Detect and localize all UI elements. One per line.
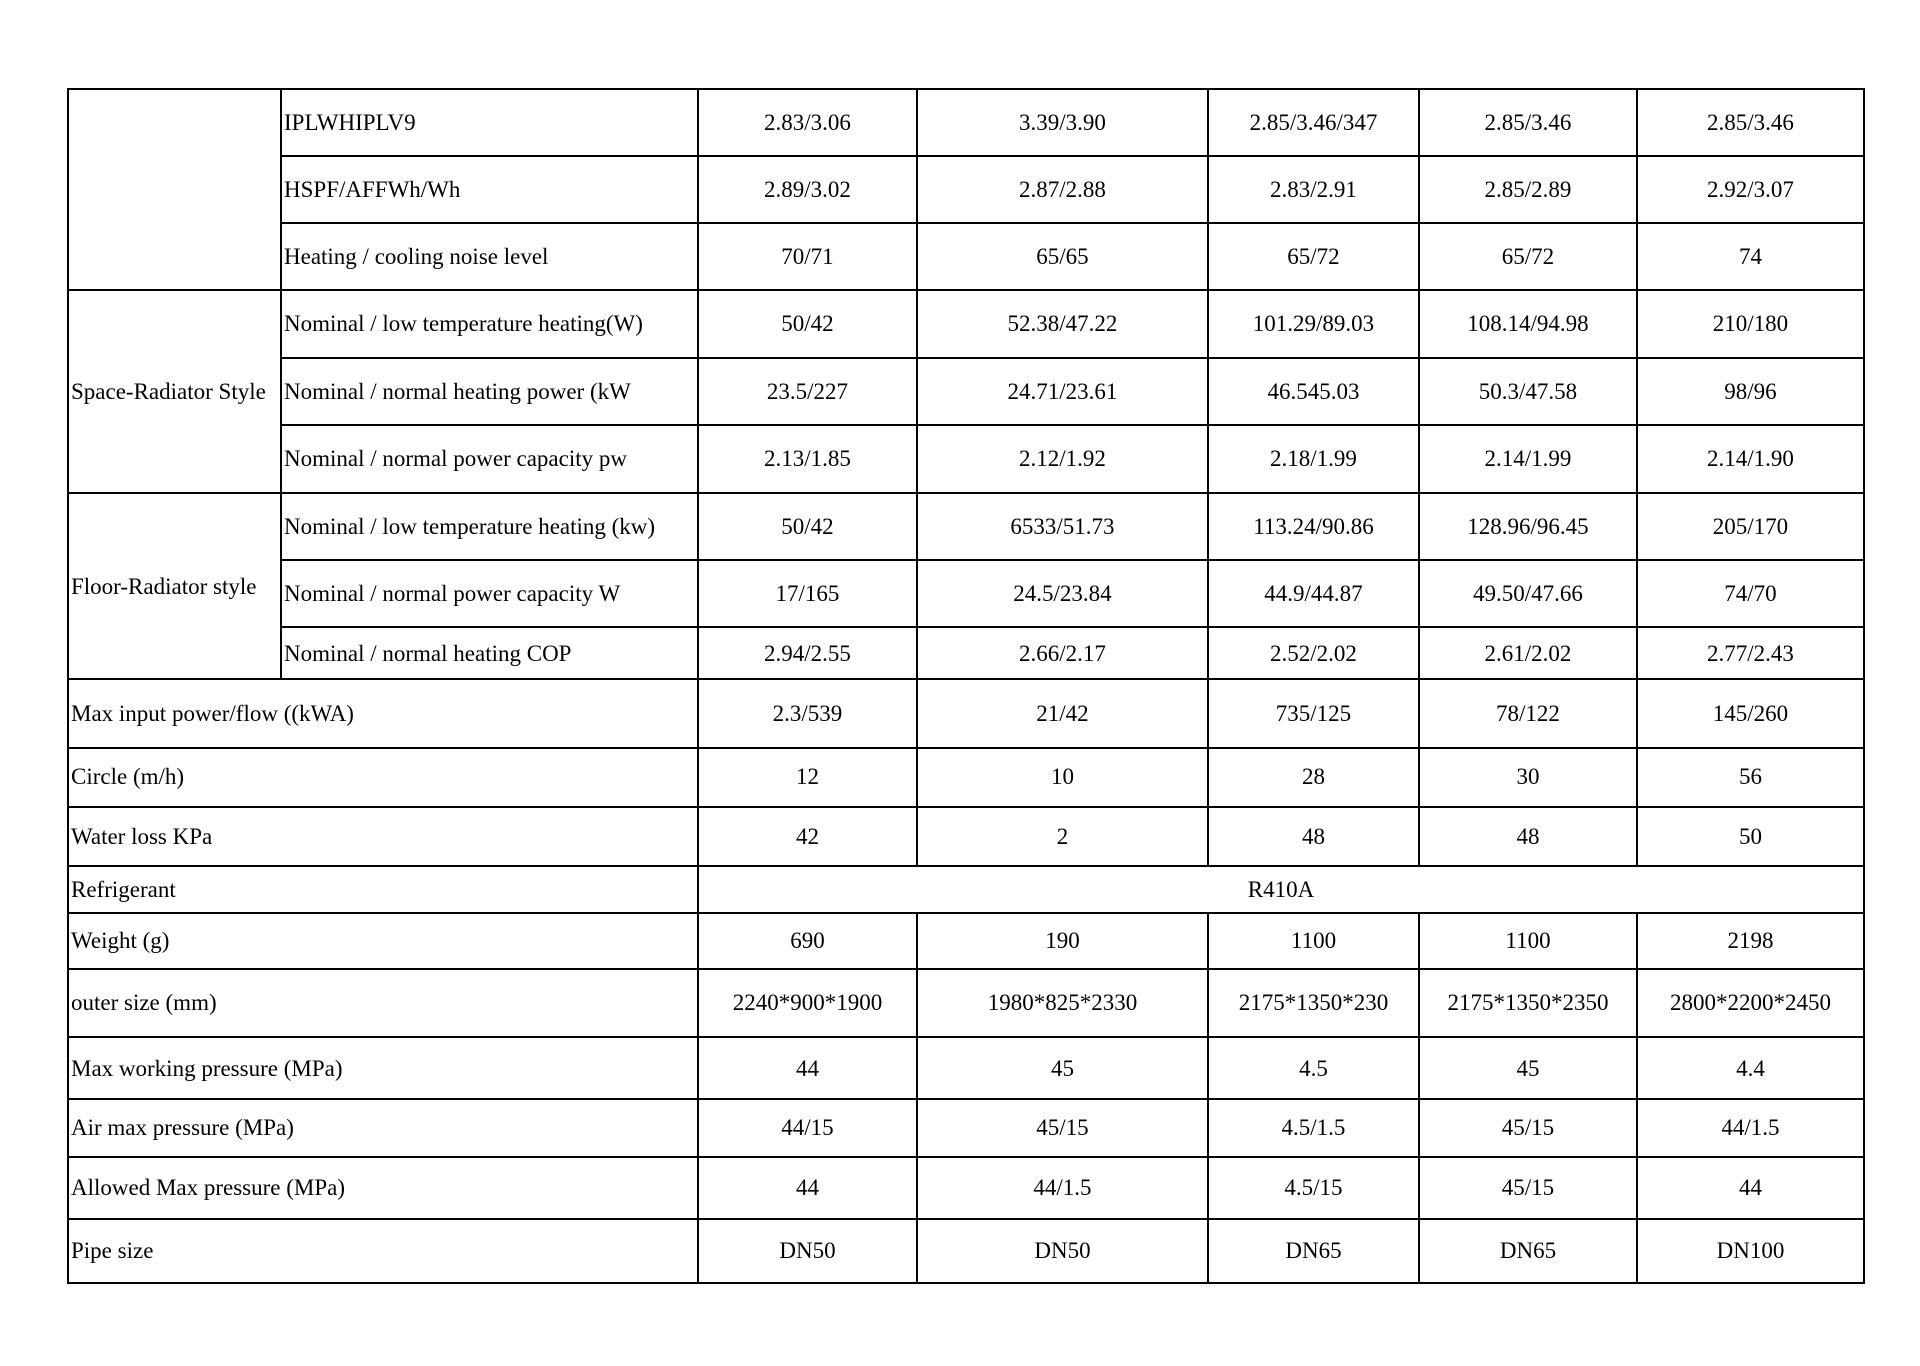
table-cell: 44: [1637, 1157, 1864, 1219]
table-cell: 17/165: [698, 560, 917, 627]
table-row: [68, 493, 1864, 560]
table-cell: 65/72: [1208, 223, 1419, 290]
table-cell: 3.39/3.90: [917, 89, 1208, 156]
table-cell: 108.14/94.98: [1419, 290, 1637, 357]
table-cell: 210/180: [1637, 290, 1864, 357]
table-cell: 2.3/539: [698, 679, 917, 747]
table-cell: 2.85/3.46: [1419, 89, 1637, 156]
table-row: [68, 560, 1864, 627]
table-cell: DN100: [1637, 1219, 1864, 1283]
table-row: [68, 425, 1864, 493]
table-cell: 2.12/1.92: [917, 425, 1208, 493]
table-cell: 24.5/23.84: [917, 560, 1208, 627]
table-cell: 2.13/1.85: [698, 425, 917, 493]
row-label: Circle (m/h): [68, 748, 698, 807]
table-row: [68, 290, 1864, 357]
table-cell: 2.14/1.99: [1419, 425, 1637, 493]
table-cell: 52.38/47.22: [917, 290, 1208, 357]
table-cell: 2800*2200*2450: [1637, 969, 1864, 1037]
table-cell: 44.9/44.87: [1208, 560, 1419, 627]
table-cell: 2.92/3.07: [1637, 156, 1864, 223]
table-cell: 50/42: [698, 493, 917, 560]
table-cell: 2.66/2.17: [917, 627, 1208, 679]
table-row: [68, 1099, 1864, 1156]
table-cell: 45: [1419, 1037, 1637, 1099]
table-cell: 44: [698, 1157, 917, 1219]
table-cell: 2.85/3.46/347: [1208, 89, 1419, 156]
group-cell-blank: [68, 89, 281, 290]
table-cell: 2.94/2.55: [698, 627, 917, 679]
table-row: [68, 913, 1864, 969]
group-label-space-radiator: Space-Radiator Style: [68, 290, 281, 492]
table-cell: DN50: [698, 1219, 917, 1283]
row-label: Nominal / low temperature heating (kw): [281, 493, 698, 560]
row-label: Heating / cooling noise level: [281, 223, 698, 290]
row-label: Pipe size: [68, 1219, 698, 1283]
table-cell: 101.29/89.03: [1208, 290, 1419, 357]
table-row: [68, 1037, 1864, 1099]
table-cell: DN65: [1208, 1219, 1419, 1283]
table-cell: 2175*1350*230: [1208, 969, 1419, 1037]
table-cell: 128.96/96.45: [1419, 493, 1637, 560]
table-cell: 50.3/47.58: [1419, 358, 1637, 425]
table-row: [68, 748, 1864, 807]
table-cell: 45/15: [917, 1099, 1208, 1156]
row-label: Nominal / normal heating COP: [281, 627, 698, 679]
table-cell: 10: [917, 748, 1208, 807]
table-cell: 56: [1637, 748, 1864, 807]
table-cell: 4.5: [1208, 1037, 1419, 1099]
table-cell: 65/72: [1419, 223, 1637, 290]
table-row: [68, 223, 1864, 290]
table-cell: 30: [1419, 748, 1637, 807]
table-cell: 70/71: [698, 223, 917, 290]
table-cell: 2.89/3.02: [698, 156, 917, 223]
table-cell: 2.83/3.06: [698, 89, 917, 156]
row-label: Allowed Max pressure (MPa): [68, 1157, 698, 1219]
table-cell: 2: [917, 807, 1208, 866]
table-cell: 2.61/2.02: [1419, 627, 1637, 679]
table-cell: 2.18/1.99: [1208, 425, 1419, 493]
table-cell: 21/42: [917, 679, 1208, 747]
group-label-floor-radiator: Floor-Radiator style: [68, 493, 281, 679]
row-label: Air max pressure (MPa): [68, 1099, 698, 1156]
table-cell: 2.83/2.91: [1208, 156, 1419, 223]
table-cell: 113.24/90.86: [1208, 493, 1419, 560]
table-cell: 49.50/47.66: [1419, 560, 1637, 627]
table-row: [68, 1157, 1864, 1219]
table-cell: 48: [1208, 807, 1419, 866]
table-cell: 45/15: [1419, 1099, 1637, 1156]
row-label: Nominal / normal heating power (kW: [281, 358, 698, 425]
table-cell: 44: [698, 1037, 917, 1099]
table-cell: 45: [917, 1037, 1208, 1099]
table-row: [68, 156, 1864, 223]
row-label: HSPF/AFFWh/Wh: [281, 156, 698, 223]
table-cell: 2.85/2.89: [1419, 156, 1637, 223]
table-cell: 2.14/1.90: [1637, 425, 1864, 493]
table-cell: 4.5/15: [1208, 1157, 1419, 1219]
spec-table: [67, 88, 1865, 1284]
table-cell: 690: [698, 913, 917, 969]
table-row: [68, 679, 1864, 747]
row-label: IPLWHIPLV9: [281, 89, 698, 156]
table-cell: 205/170: [1637, 493, 1864, 560]
table-row: [68, 807, 1864, 866]
table-row: [68, 1219, 1864, 1283]
table-cell: 98/96: [1637, 358, 1864, 425]
table-cell: 28: [1208, 748, 1419, 807]
table-cell: 23.5/227: [698, 358, 917, 425]
row-label: Nominal / normal power capacity W: [281, 560, 698, 627]
table-cell: 12: [698, 748, 917, 807]
table-cell: 45/15: [1419, 1157, 1637, 1219]
table-cell: 46.545.03: [1208, 358, 1419, 425]
table-row: [68, 627, 1864, 679]
refrigerant-value: R410A: [698, 866, 1864, 913]
table-cell: 1100: [1208, 913, 1419, 969]
table-cell: 2.85/3.46: [1637, 89, 1864, 156]
table-row: [68, 89, 1864, 156]
table-cell: 78/122: [1419, 679, 1637, 747]
row-label: Weight (g): [68, 913, 698, 969]
table-row: [68, 358, 1864, 425]
table-cell: 44/1.5: [917, 1157, 1208, 1219]
table-cell: 4.4: [1637, 1037, 1864, 1099]
table-cell: 42: [698, 807, 917, 866]
table-cell: 44/15: [698, 1099, 917, 1156]
table-row: [68, 969, 1864, 1037]
table-cell: 24.71/23.61: [917, 358, 1208, 425]
row-label: outer size (mm): [68, 969, 698, 1037]
table-cell: 190: [917, 913, 1208, 969]
table-cell: 735/125: [1208, 679, 1419, 747]
table-cell: 2240*900*1900: [698, 969, 917, 1037]
table-cell: 44/1.5: [1637, 1099, 1864, 1156]
table-cell: 1100: [1419, 913, 1637, 969]
row-label: Refrigerant: [68, 866, 698, 913]
table-cell: 74/70: [1637, 560, 1864, 627]
table-cell: 2198: [1637, 913, 1864, 969]
table-row: [68, 866, 1864, 913]
table-cell: 50/42: [698, 290, 917, 357]
table-cell: 2175*1350*2350: [1419, 969, 1637, 1037]
table-cell: 50: [1637, 807, 1864, 866]
table-cell: 2.87/2.88: [917, 156, 1208, 223]
row-label: Nominal / normal power capacity pw: [281, 425, 698, 493]
row-label: Nominal / low temperature heating(W): [281, 290, 698, 357]
table-cell: 2.52/2.02: [1208, 627, 1419, 679]
table-cell: 1980*825*2330: [917, 969, 1208, 1037]
row-label: Water loss KPa: [68, 807, 698, 866]
table-cell: 48: [1419, 807, 1637, 866]
table-cell: DN65: [1419, 1219, 1637, 1283]
row-label: Max working pressure (MPa): [68, 1037, 698, 1099]
table-cell: 2.77/2.43: [1637, 627, 1864, 679]
table-cell: 6533/51.73: [917, 493, 1208, 560]
row-label: Max input power/flow ((kWA): [68, 679, 698, 747]
table-cell: DN50: [917, 1219, 1208, 1283]
table-cell: 74: [1637, 223, 1864, 290]
table-cell: 145/260: [1637, 679, 1864, 747]
table-cell: 4.5/1.5: [1208, 1099, 1419, 1156]
table-cell: 65/65: [917, 223, 1208, 290]
